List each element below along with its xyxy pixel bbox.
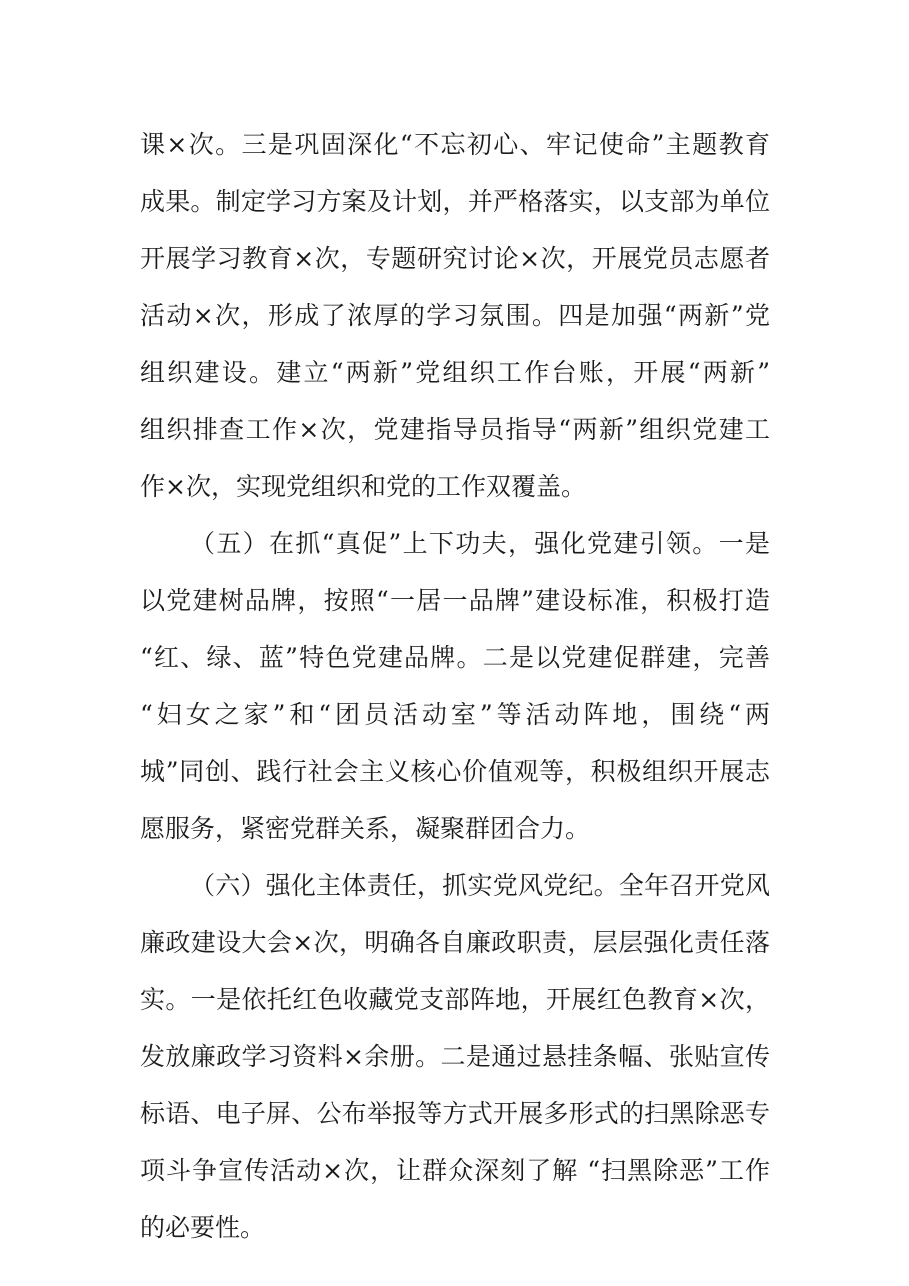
- text-line: 发放廉政学习资料×余册。二是通过悬挂条幅、张贴宣传: [140, 1042, 770, 1071]
- text-line: 组织建设。建立“两新”党组织工作台账，开展“两新”: [140, 358, 770, 387]
- paragraph-heading-line: （五）在抓“真促”上下功夫，强化党建引领。一是: [190, 529, 770, 558]
- text-line: 开展学习教育×次，专题研究讨论×次，开展党员志愿者: [140, 244, 770, 273]
- text-line: 城”同创、践行社会主义核心价值观等，积极组织开展志: [140, 757, 770, 786]
- text-line: 以党建树品牌，按照“一居一品牌”建设标准，积极打造: [140, 586, 770, 615]
- text-line: 标语、电子屏、公布举报等方式开展多形式的扫黑除恶专: [140, 1099, 770, 1128]
- text-line: 廉政建设大会×次，明确各自廉政职责，层层强化责任落: [140, 928, 770, 957]
- text-line: 活动×次，形成了浓厚的学习氛围。四是加强“两新”党: [140, 301, 770, 330]
- text-line: 组织排查工作×次，党建指导员指导“两新”组织党建工: [140, 415, 770, 444]
- text-line: 作×次，实现党组织和党的工作双覆盖。: [140, 472, 586, 501]
- text-line: 的必要性。: [140, 1213, 266, 1242]
- paragraph-heading-line: （六）强化主体责任，抓实党风党纪。全年召开党风: [190, 871, 770, 900]
- text-line: “妇女之家”和“团员活动室”等活动阵地，围绕“两: [140, 700, 770, 729]
- text-line: 成果。制定学习方案及计划，并严格落实，以支部为单位: [140, 187, 770, 216]
- text-line: 项斗争宣传活动×次，让群众深刻了解 “扫黑除恶”工作: [140, 1156, 770, 1185]
- text-line: “红、绿、蓝”特色党建品牌。二是以党建促群建，完善: [140, 643, 770, 672]
- text-line: 实。一是依托红色收藏党支部阵地，开展红色教育×次，: [140, 985, 770, 1014]
- text-line: 愿服务，紧密党群关系，凝聚群团合力。: [140, 814, 591, 843]
- text-line: 课×次。三是巩固深化“不忘初心、牢记使命”主题教育: [140, 130, 770, 159]
